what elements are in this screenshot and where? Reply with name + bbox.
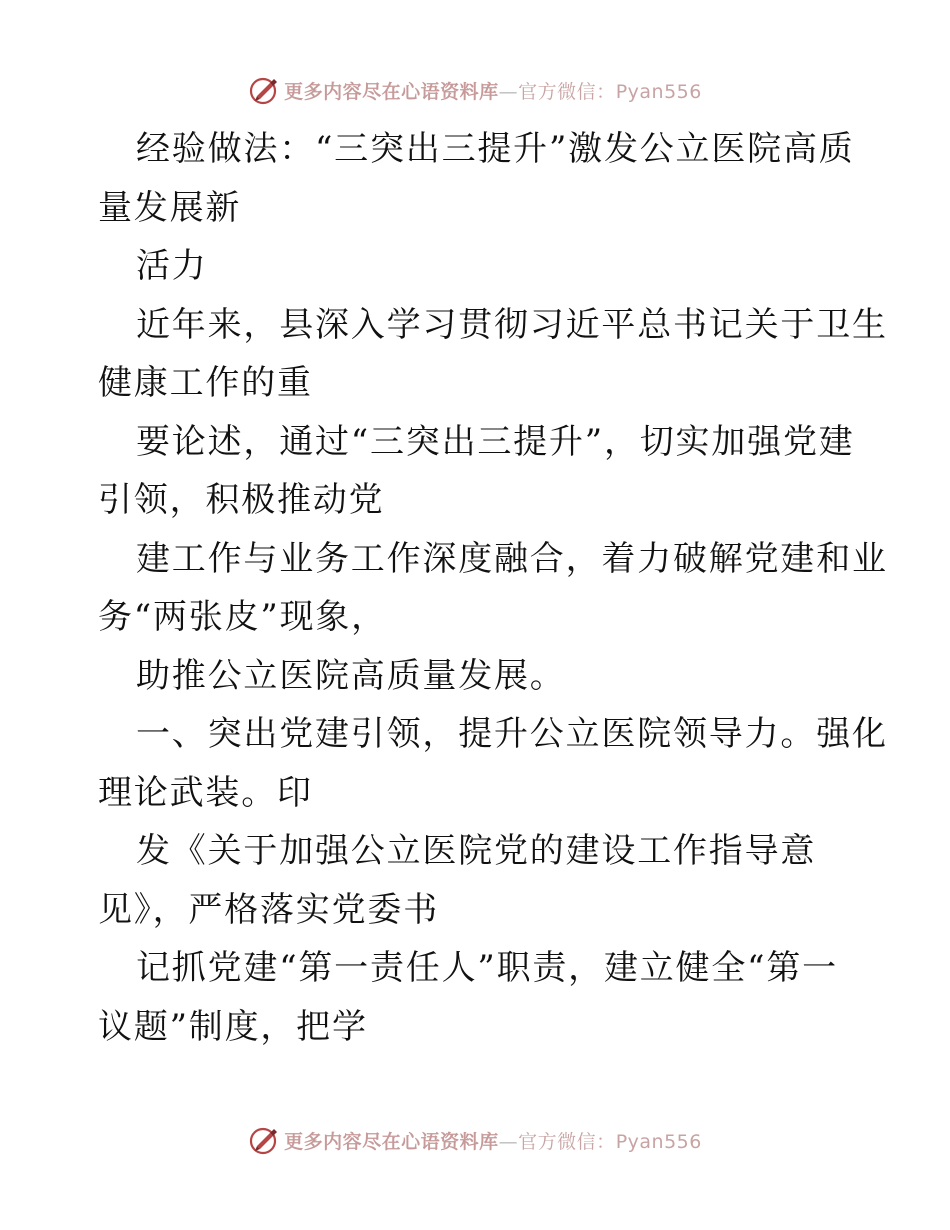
text-line: 近年来，县深入学习贯彻习近平总书记关于卫生 bbox=[136, 304, 888, 345]
text-line: 要论述，通过“三突出三提升”，切实加强党建 bbox=[136, 421, 855, 462]
text-line: 记抓党建“第一责任人”职责，建立健全“第一 bbox=[136, 948, 838, 988]
header-watermark bbox=[0, 70, 950, 110]
text-line: 建工作与业务工作深度融合，着力破解党建和业 bbox=[136, 538, 888, 579]
watermark-text bbox=[284, 1127, 702, 1154]
pen-logo-icon bbox=[248, 74, 280, 106]
document-body bbox=[98, 120, 888, 1056]
text-line: 引领，积极推动党 bbox=[98, 480, 385, 520]
footer-watermark bbox=[0, 1120, 950, 1160]
text-line: 经验做法：“三突出三提升”激发公立医院高质 bbox=[136, 129, 855, 169]
watermark-text bbox=[284, 77, 702, 104]
watermark-id: Pyan556 bbox=[615, 1130, 702, 1153]
text-line: 活力 bbox=[136, 246, 208, 286]
watermark-sub: 官方微信： bbox=[518, 80, 616, 103]
text-line: 助推公立医院高质量发展。 bbox=[136, 655, 566, 696]
watermark-dash: — bbox=[498, 80, 519, 103]
text-line: 议题”制度，把学 bbox=[98, 1006, 368, 1047]
watermark-dash: — bbox=[498, 1130, 519, 1153]
text-line: 务“两张皮”现象， bbox=[98, 597, 387, 637]
text-line: 见》，严格落实党委书 bbox=[98, 889, 439, 930]
text-line: 一、突出党建引领，提升公立医院领导力。强化 bbox=[136, 714, 888, 754]
watermark-sub: 官方微信： bbox=[518, 1130, 616, 1153]
text-line: 健康工作的重 bbox=[98, 363, 313, 403]
text-line: 量发展新 bbox=[98, 187, 242, 228]
watermark-main: 更多内容尽在心语资料库 bbox=[284, 80, 499, 103]
pen-logo-icon bbox=[248, 1124, 280, 1156]
watermark-id: Pyan556 bbox=[615, 80, 702, 103]
text-line: 发《关于加强公立医院党的建设工作指导意 bbox=[136, 831, 817, 871]
text-line: 理论武装。印 bbox=[98, 772, 313, 813]
watermark-main: 更多内容尽在心语资料库 bbox=[284, 1130, 499, 1153]
